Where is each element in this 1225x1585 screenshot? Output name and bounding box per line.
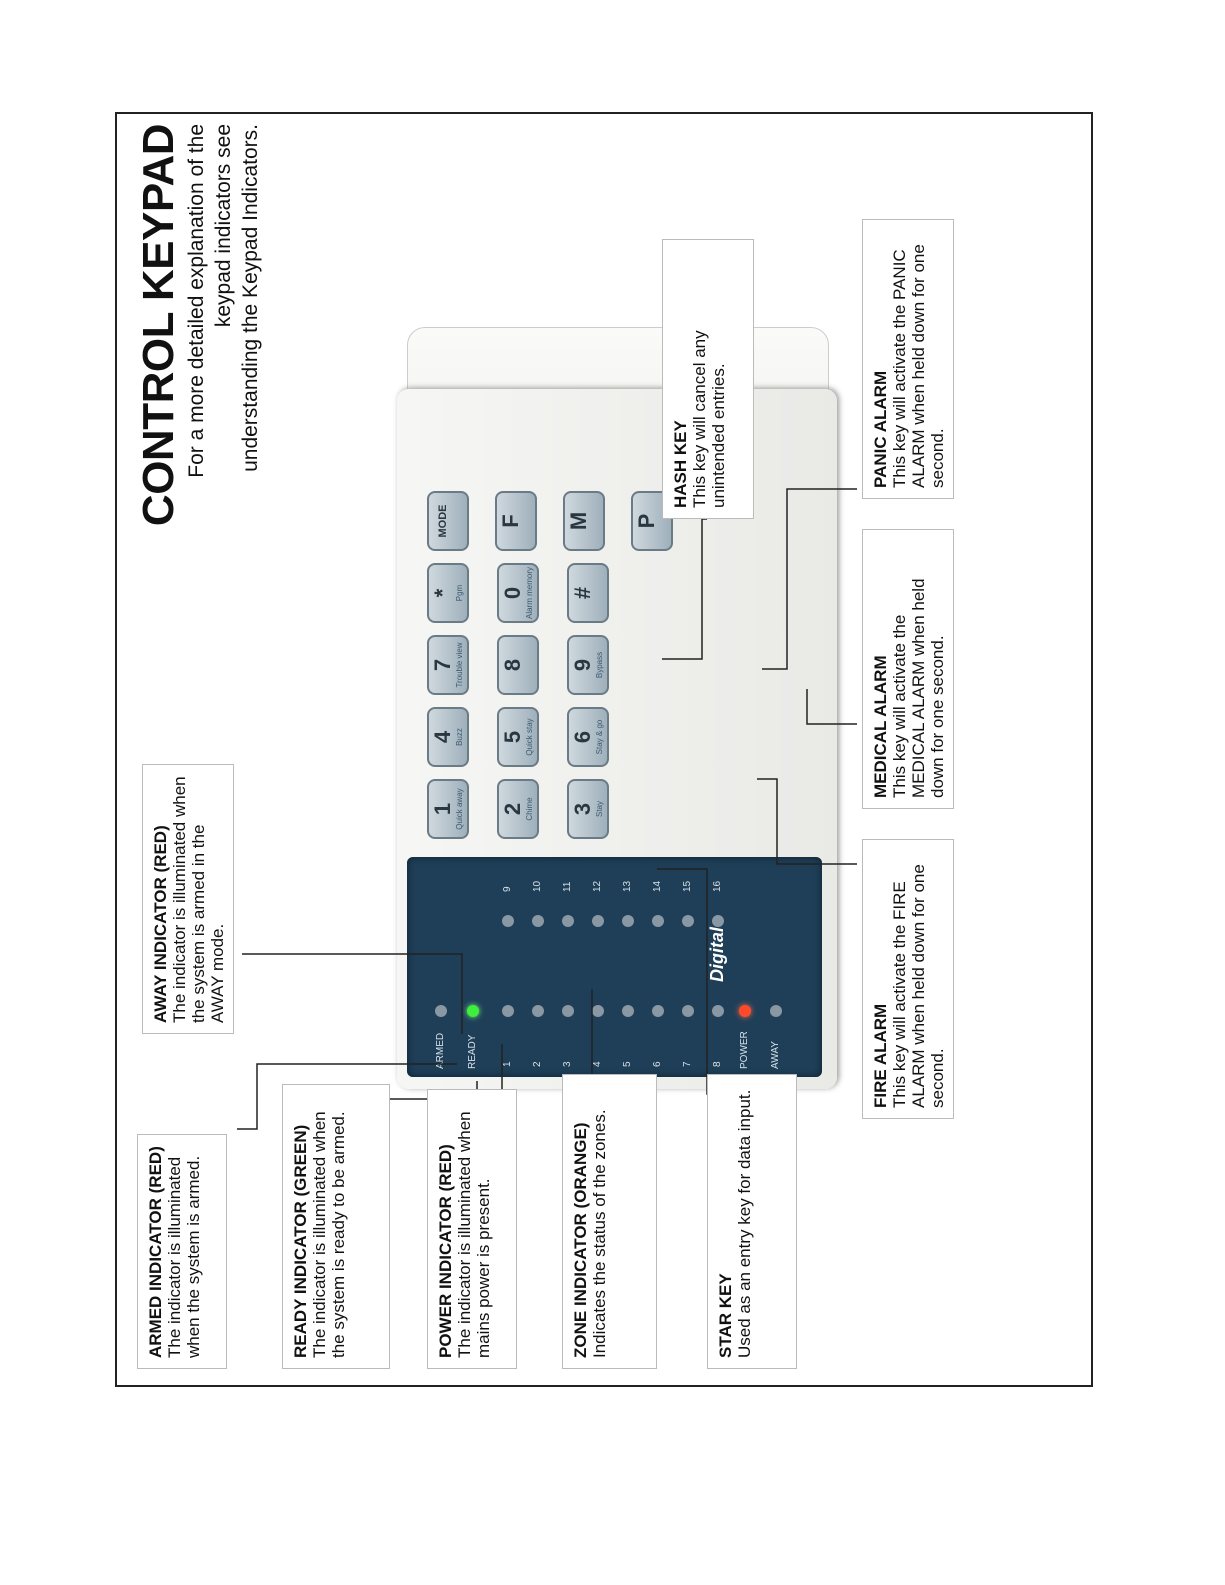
callout-away <box>142 764 234 1034</box>
key-label: 9 <box>570 658 595 672</box>
key-label: 4 <box>430 730 455 744</box>
keypad-body <box>397 389 837 1089</box>
callout-desc: The indicator is illuminated when the system is armed in the AWAY mode. <box>170 776 227 1023</box>
key-sublabel: Alarm memory <box>525 567 534 620</box>
key-label: 7 <box>430 658 455 672</box>
zone-led <box>652 915 664 927</box>
zone-number: 7 <box>682 1061 693 1067</box>
zone-number: 1 <box>502 1061 513 1067</box>
callout-armed <box>137 1134 227 1369</box>
zone-number: 5 <box>622 1061 633 1067</box>
callout-power <box>427 1089 517 1369</box>
key-label: 8 <box>500 658 525 672</box>
zone-led <box>682 1005 694 1017</box>
zone-led <box>652 1005 664 1017</box>
armed-label: ARMED <box>435 1032 446 1069</box>
ready-label: READY <box>467 1034 478 1069</box>
callout-title: READY INDICATOR (GREEN) <box>291 1124 310 1358</box>
zone-led <box>562 1005 574 1017</box>
key-sublabel: Chime <box>525 797 534 821</box>
key-1[interactable] <box>427 779 469 839</box>
key-star[interactable] <box>427 563 469 623</box>
callout-ready <box>282 1084 390 1369</box>
callout-desc: Indicates the status of the zones. <box>590 1109 609 1358</box>
key-label: MODE <box>437 504 449 538</box>
callout-title: PANIC ALARM <box>871 370 890 488</box>
key-label: P <box>634 513 659 529</box>
callout-star <box>707 1074 797 1369</box>
callout-desc: This key will cancel any unintended entries. <box>690 330 728 508</box>
key-9[interactable] <box>567 635 609 695</box>
power-led <box>739 1005 751 1017</box>
page-title: CONTROL KEYPAD <box>134 124 183 527</box>
callout-title: ZONE INDICATOR (ORANGE) <box>571 1122 590 1358</box>
zone-number: 10 <box>532 880 543 892</box>
zone-number: 13 <box>622 880 633 892</box>
callout-title: STAR KEY <box>716 1273 735 1358</box>
zone-number: 2 <box>532 1061 543 1067</box>
rotated-diagram <box>117 114 1093 1387</box>
key-m[interactable] <box>563 491 605 551</box>
zone-led <box>592 1005 604 1017</box>
key-label: M <box>566 511 591 531</box>
zone-number: 14 <box>652 880 663 892</box>
callout-panic <box>862 219 954 499</box>
page-subtitle <box>183 124 264 544</box>
key-sublabel: Bypass <box>595 651 604 679</box>
brand-logo: Digital <box>707 926 727 982</box>
key-2[interactable] <box>497 779 539 839</box>
key-label: 2 <box>500 802 525 816</box>
key-sublabel: Quick stay <box>525 718 534 756</box>
key-sublabel: Buzz <box>455 728 464 746</box>
key-label: 6 <box>570 730 595 744</box>
key-label: F <box>498 514 523 528</box>
callout-title: AWAY INDICATOR (RED) <box>151 825 170 1023</box>
zone-number: 15 <box>682 880 693 892</box>
zone-number: 3 <box>562 1061 573 1067</box>
zone-led <box>562 915 574 927</box>
callout-medical <box>862 529 954 809</box>
key-label: 5 <box>500 730 525 744</box>
zone-number: 9 <box>502 886 513 892</box>
key-4[interactable] <box>427 707 469 767</box>
title-block <box>135 124 264 544</box>
callout-desc: The indicator is illuminated when mains power is present. <box>455 1111 493 1358</box>
key-sublabel: Pgm <box>455 584 464 602</box>
indicator-panel <box>407 857 822 1077</box>
subtitle-line: keypad indicators see <box>212 124 235 328</box>
zone-number: 4 <box>592 1061 603 1067</box>
key-mode[interactable] <box>427 491 469 551</box>
key-label: 3 <box>570 802 595 816</box>
ready-led <box>467 1005 479 1017</box>
zone-led <box>532 915 544 927</box>
callout-desc: This key will activate the MEDICAL ALARM when held down for one second. <box>890 578 947 798</box>
key-sublabel: Stay & go <box>595 719 604 755</box>
key-5[interactable] <box>497 707 539 767</box>
key-8[interactable] <box>497 635 539 695</box>
key-hash[interactable] <box>567 563 609 623</box>
callout-title: MEDICAL ALARM <box>871 655 890 798</box>
callout-title: FIRE ALARM <box>871 1003 890 1108</box>
callout-title: HASH KEY <box>671 420 690 508</box>
zone-led <box>712 915 724 927</box>
zone-led <box>622 1005 634 1017</box>
key-label: 0 <box>500 586 525 600</box>
key-label: 1 <box>430 802 455 816</box>
zone-led <box>712 1005 724 1017</box>
callout-title: POWER INDICATOR (RED) <box>436 1144 455 1358</box>
away-label: AWAY <box>770 1041 781 1069</box>
keypad-photo <box>397 329 837 1089</box>
zone-led <box>592 915 604 927</box>
callout-fire <box>862 839 954 1119</box>
key-sublabel: Quick away <box>455 788 464 830</box>
diagram-frame <box>115 112 1093 1387</box>
key-3[interactable] <box>567 779 609 839</box>
zone-led <box>682 915 694 927</box>
zone-number: 11 <box>562 881 573 892</box>
key-0[interactable] <box>497 563 539 623</box>
zone-number: 8 <box>712 1061 723 1067</box>
armed-led <box>435 1005 447 1017</box>
key-sublabel: Trouble view <box>455 642 464 688</box>
callout-desc: The indicator is illuminated when the system is ready to be armed. <box>310 1111 348 1358</box>
zone-number: 12 <box>592 880 603 892</box>
key-f[interactable] <box>495 491 537 551</box>
callout-desc: This key will activate the FIRE ALARM when held down for one second. <box>890 864 947 1108</box>
away-led <box>770 1005 782 1017</box>
callout-zone <box>562 1074 657 1369</box>
key-6[interactable] <box>567 707 609 767</box>
zone-number: 16 <box>712 880 723 892</box>
callout-hash <box>662 239 754 519</box>
callout-desc: This key will activate the PANIC ALARM when held down for one second. <box>890 244 947 488</box>
key-label: # <box>570 586 595 600</box>
callout-desc: The indicator is illuminated when the system is armed. <box>165 1155 203 1358</box>
callout-desc: Used as an entry key for data input. <box>735 1089 754 1358</box>
zone-led <box>502 915 514 927</box>
key-label: * <box>430 588 455 598</box>
zone-number: 6 <box>652 1061 663 1067</box>
subtitle-line: For a more detailed explanation of the <box>185 124 208 478</box>
callout-title: ARMED INDICATOR (RED) <box>146 1146 165 1358</box>
key-7[interactable] <box>427 635 469 695</box>
subtitle-line: understanding the Keypad Indicators. <box>239 124 262 472</box>
zone-led <box>622 915 634 927</box>
zone-led <box>532 1005 544 1017</box>
key-sublabel: Stay <box>595 801 604 818</box>
zone-led <box>502 1005 514 1017</box>
power-label: POWER <box>739 1031 750 1069</box>
